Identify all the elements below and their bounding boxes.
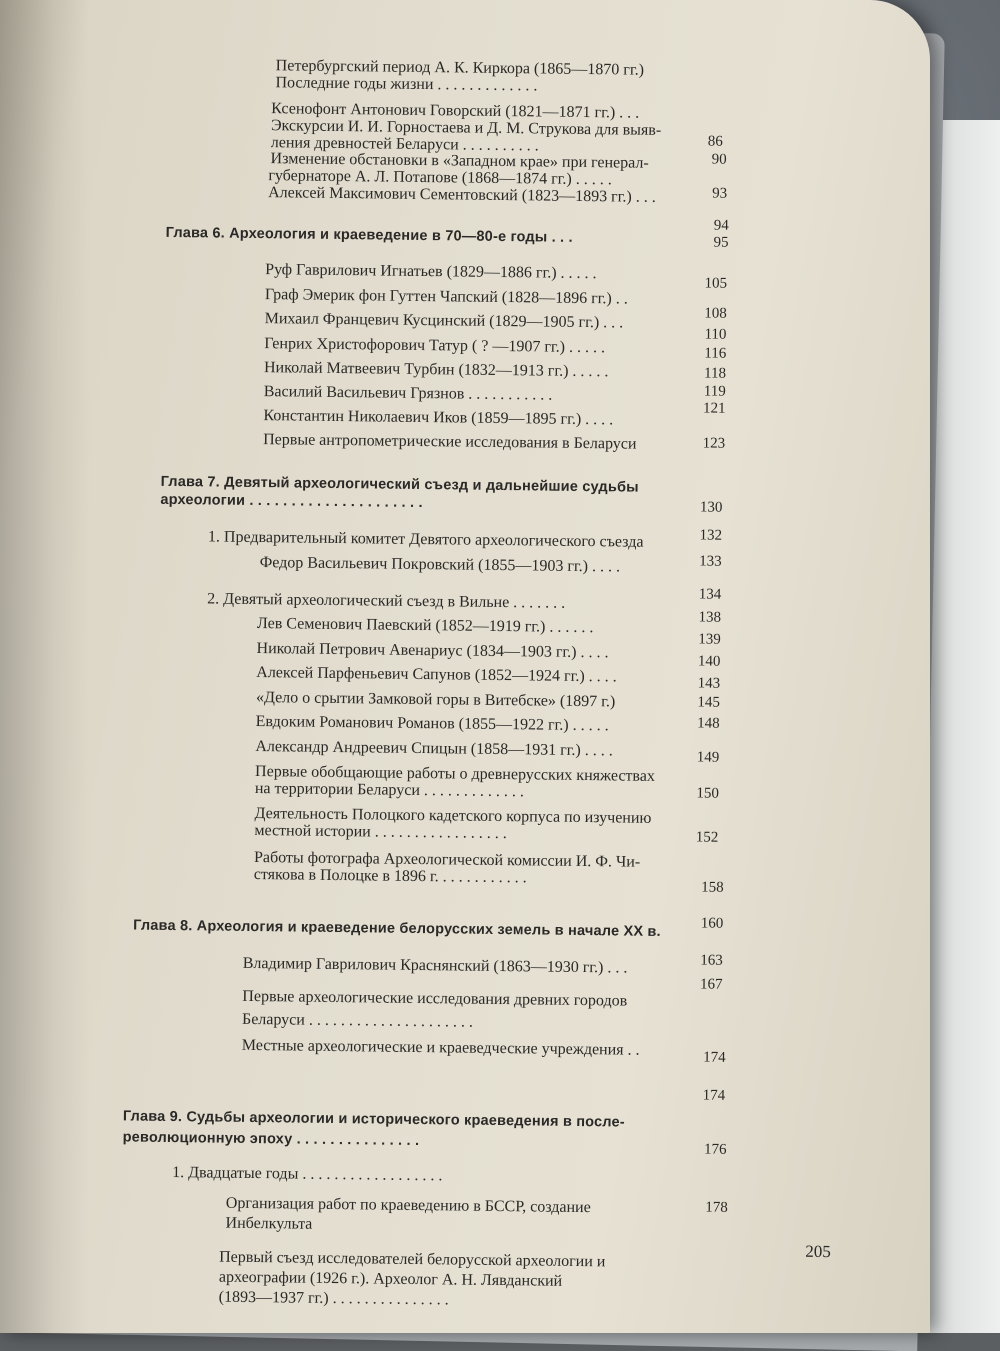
toc-entry-line: Первые обобщающие работы о древнерусских княжествах <box>255 763 656 785</box>
toc-entry-line: стякова в Полоцке в 1896 г. . . . . . . . . . . . <box>253 866 527 887</box>
toc-chapter-line: революционную эпоху . . . . . . . . . . . . . . . <box>122 1129 420 1150</box>
toc-chapter-line: Глава 8. Археология и краеведение белорусских земель в начале XX в. <box>133 917 661 940</box>
toc-entry-line: Владимир Гаврилович Краснянский (1863—1930 гг.) . . . <box>242 954 628 977</box>
toc-page-number: 145 <box>697 694 721 711</box>
toc-entry-line: Лев Семенович Паевский (1852—1919 гг.) . . . . . . <box>256 615 594 637</box>
toc-entry-line: Граф Эмерик фон Гуттен Чапский (1828—1896 гг.) . . <box>264 286 628 308</box>
toc-page-number: 90 <box>711 151 727 168</box>
toc-entry-line: Последние годы жизни . . . . . . . . . . . . . <box>275 74 538 95</box>
toc-entry-line: Изменение обстановки в «Западном крае» при генерал- <box>270 150 649 172</box>
toc-page-number: 119 <box>703 383 726 400</box>
toc-entry-line: Беларуси . . . . . . . . . . . . . . . . . . . . . <box>241 1010 473 1031</box>
toc-entry-line: археографии (1926 г.). Археолог А. Н. Лявданский <box>218 1268 563 1290</box>
toc-entry-line: ления древностей Беларуси . . . . . . . . . . <box>270 134 539 155</box>
toc-entry-line: Инбелкультa <box>225 1214 313 1233</box>
toc-page-number: 143 <box>697 675 721 692</box>
toc-page-number: 176 <box>703 1141 727 1158</box>
toc-page-number: 105 <box>704 275 728 292</box>
toc-entry-line: (1893—1937 гг.) . . . . . . . . . . . . . . . <box>218 1288 449 1309</box>
toc-entry-line: Организация работ по краеведению в БССР, создание <box>225 1194 591 1217</box>
toc-page-number: 108 <box>704 305 727 322</box>
toc-page-number: 110 <box>704 326 727 343</box>
toc-entry-line: Руф Гаврилович Игнатьев (1829—1886 гг.) . . . . . <box>265 261 597 283</box>
toc-page-number: 149 <box>696 749 720 766</box>
toc-page-number: 134 <box>698 586 722 603</box>
toc-page-number: 118 <box>703 365 727 382</box>
toc-page-number: 148 <box>697 715 720 732</box>
toc-entry-line: Первые археологические исследования древних городов <box>242 987 628 1010</box>
toc-page-number: 152 <box>695 829 719 846</box>
toc-page-number: 167 <box>699 976 723 993</box>
toc-chapter-line: археологии . . . . . . . . . . . . . . . . . . . . . <box>160 491 423 512</box>
toc-entry-line: Петербургский период А. К. Киркора (1865—1870 гг.) <box>275 57 645 79</box>
toc-entry-line: Экскурсии И. И. Горностаева и Д. М. Струкова для выяв- <box>270 117 662 139</box>
toc-entry-line: Деятельность Полоцкого кадетского корпуса по изучению <box>254 805 652 827</box>
toc-entry-line: Федор Васильевич Покровский (1855—1903 гг.) . . . . <box>259 554 621 576</box>
toc-entry-line: 1. Предварительный комитет Девятого археологического съезда <box>207 528 644 551</box>
table-surface <box>930 120 1000 1333</box>
toc-entry-line: Ксенофонт Антонович Говорский (1821—1871 гг.) . . . <box>271 100 640 122</box>
toc-chapter-line: Глава 6. Археология и краеведение в 70—80-е годы . . . <box>165 224 573 246</box>
toc-page-number: 95 <box>713 234 729 251</box>
toc-entry-line: Алексей Максимович Сементовский (1823—1893 гг.) . . . <box>268 184 656 206</box>
toc-entry-line: Первые антропометрические исследования в Беларуси <box>263 431 637 453</box>
page-number: 205 <box>805 1241 831 1262</box>
toc-page-number: 138 <box>698 609 722 626</box>
toc-entry-line: местной истории . . . . . . . . . . . . . . . . . <box>254 822 507 843</box>
toc-page-number: 123 <box>702 435 726 452</box>
toc-page-number: 163 <box>700 952 723 969</box>
toc-page-number: 160 <box>700 915 724 932</box>
toc-page-number: 130 <box>699 499 723 516</box>
toc-page-number: 116 <box>704 345 727 362</box>
toc-entry-line: Местные археологические и краеведческие учреждения . . <box>241 1036 640 1059</box>
toc-entry-line: Алексей Парфеньевич Сапунов (1852—1924 гг.) . . . . <box>256 664 617 686</box>
toc-entry-line: 2. Девятый археологический съезд в Вильне . . . . . . . <box>207 590 566 612</box>
toc-entry-line: Михаил Францевич Кусцинский (1829—1905 гг.) . . . <box>264 310 624 332</box>
toc-entry-line: Константин Николаевич Иков (1859—1895 гг.) . . . . <box>263 407 614 429</box>
toc-entry-line: на территории Беларуси . . . . . . . . . . . . . <box>254 780 525 801</box>
toc-entry-line: Василий Васильевич Грязнов . . . . . . . . . . . <box>263 383 553 404</box>
toc-page-number: 174 <box>702 1087 726 1104</box>
toc-entry-line: Александр Андреевич Спицын (1858—1931 гг.) . . . . <box>255 738 613 760</box>
toc-page-number: 139 <box>698 631 721 648</box>
toc-entry-line: Николай Петрович Авенариус (1834—1903 гг.) . . . . <box>256 640 609 662</box>
toc-entry-line: Генрих Христофорович Татур ( ? —1907 гг.) . . . . . <box>264 335 606 357</box>
toc-page-number: 132 <box>699 527 723 544</box>
toc-entry-line: Николай Матвеевич Турбин (1832—1913 гг.) . . . . . <box>263 359 609 381</box>
toc-entry-line: Работы фотографа Археологической комиссии И. Ф. Чи- <box>253 849 641 871</box>
toc-page-number: 158 <box>701 879 724 896</box>
toc-page-number: 150 <box>696 785 719 802</box>
toc-entry-line: Евдоким Романович Романов (1855—1922 гг.) . . . . . <box>255 713 609 735</box>
toc-page-number: 133 <box>699 553 722 570</box>
toc-entry-line: Первый съезд исследователей белорусской археологии и <box>219 1248 606 1271</box>
toc-page-number: 178 <box>705 1199 728 1216</box>
toc-page-number: 94 <box>713 217 729 234</box>
toc-chapter-line: Глава 9. Судьбы археологии и исторического краеведения в после- <box>122 1108 625 1131</box>
toc-entry-line: губернаторе А. Л. Потапове (1868—1874 гг.) . . . . . <box>268 167 612 189</box>
toc-page-number: 174 <box>703 1049 726 1066</box>
toc-page-number: 93 <box>712 185 728 202</box>
toc-entry-line: «Дело о срытии Замковой горы в Витебске» (1897 г.) <box>255 689 616 711</box>
toc-page-number: 121 <box>702 400 726 417</box>
toc-page-number: 140 <box>697 653 721 670</box>
toc-page-number: 86 <box>707 133 723 150</box>
toc-chapter-line: Глава 7. Девятый археологический съезд и дальнейшие судьбы <box>160 473 639 496</box>
toc-entry-line: 1. Двадцатые годы . . . . . . . . . . . . . . . . . . <box>172 1164 443 1185</box>
